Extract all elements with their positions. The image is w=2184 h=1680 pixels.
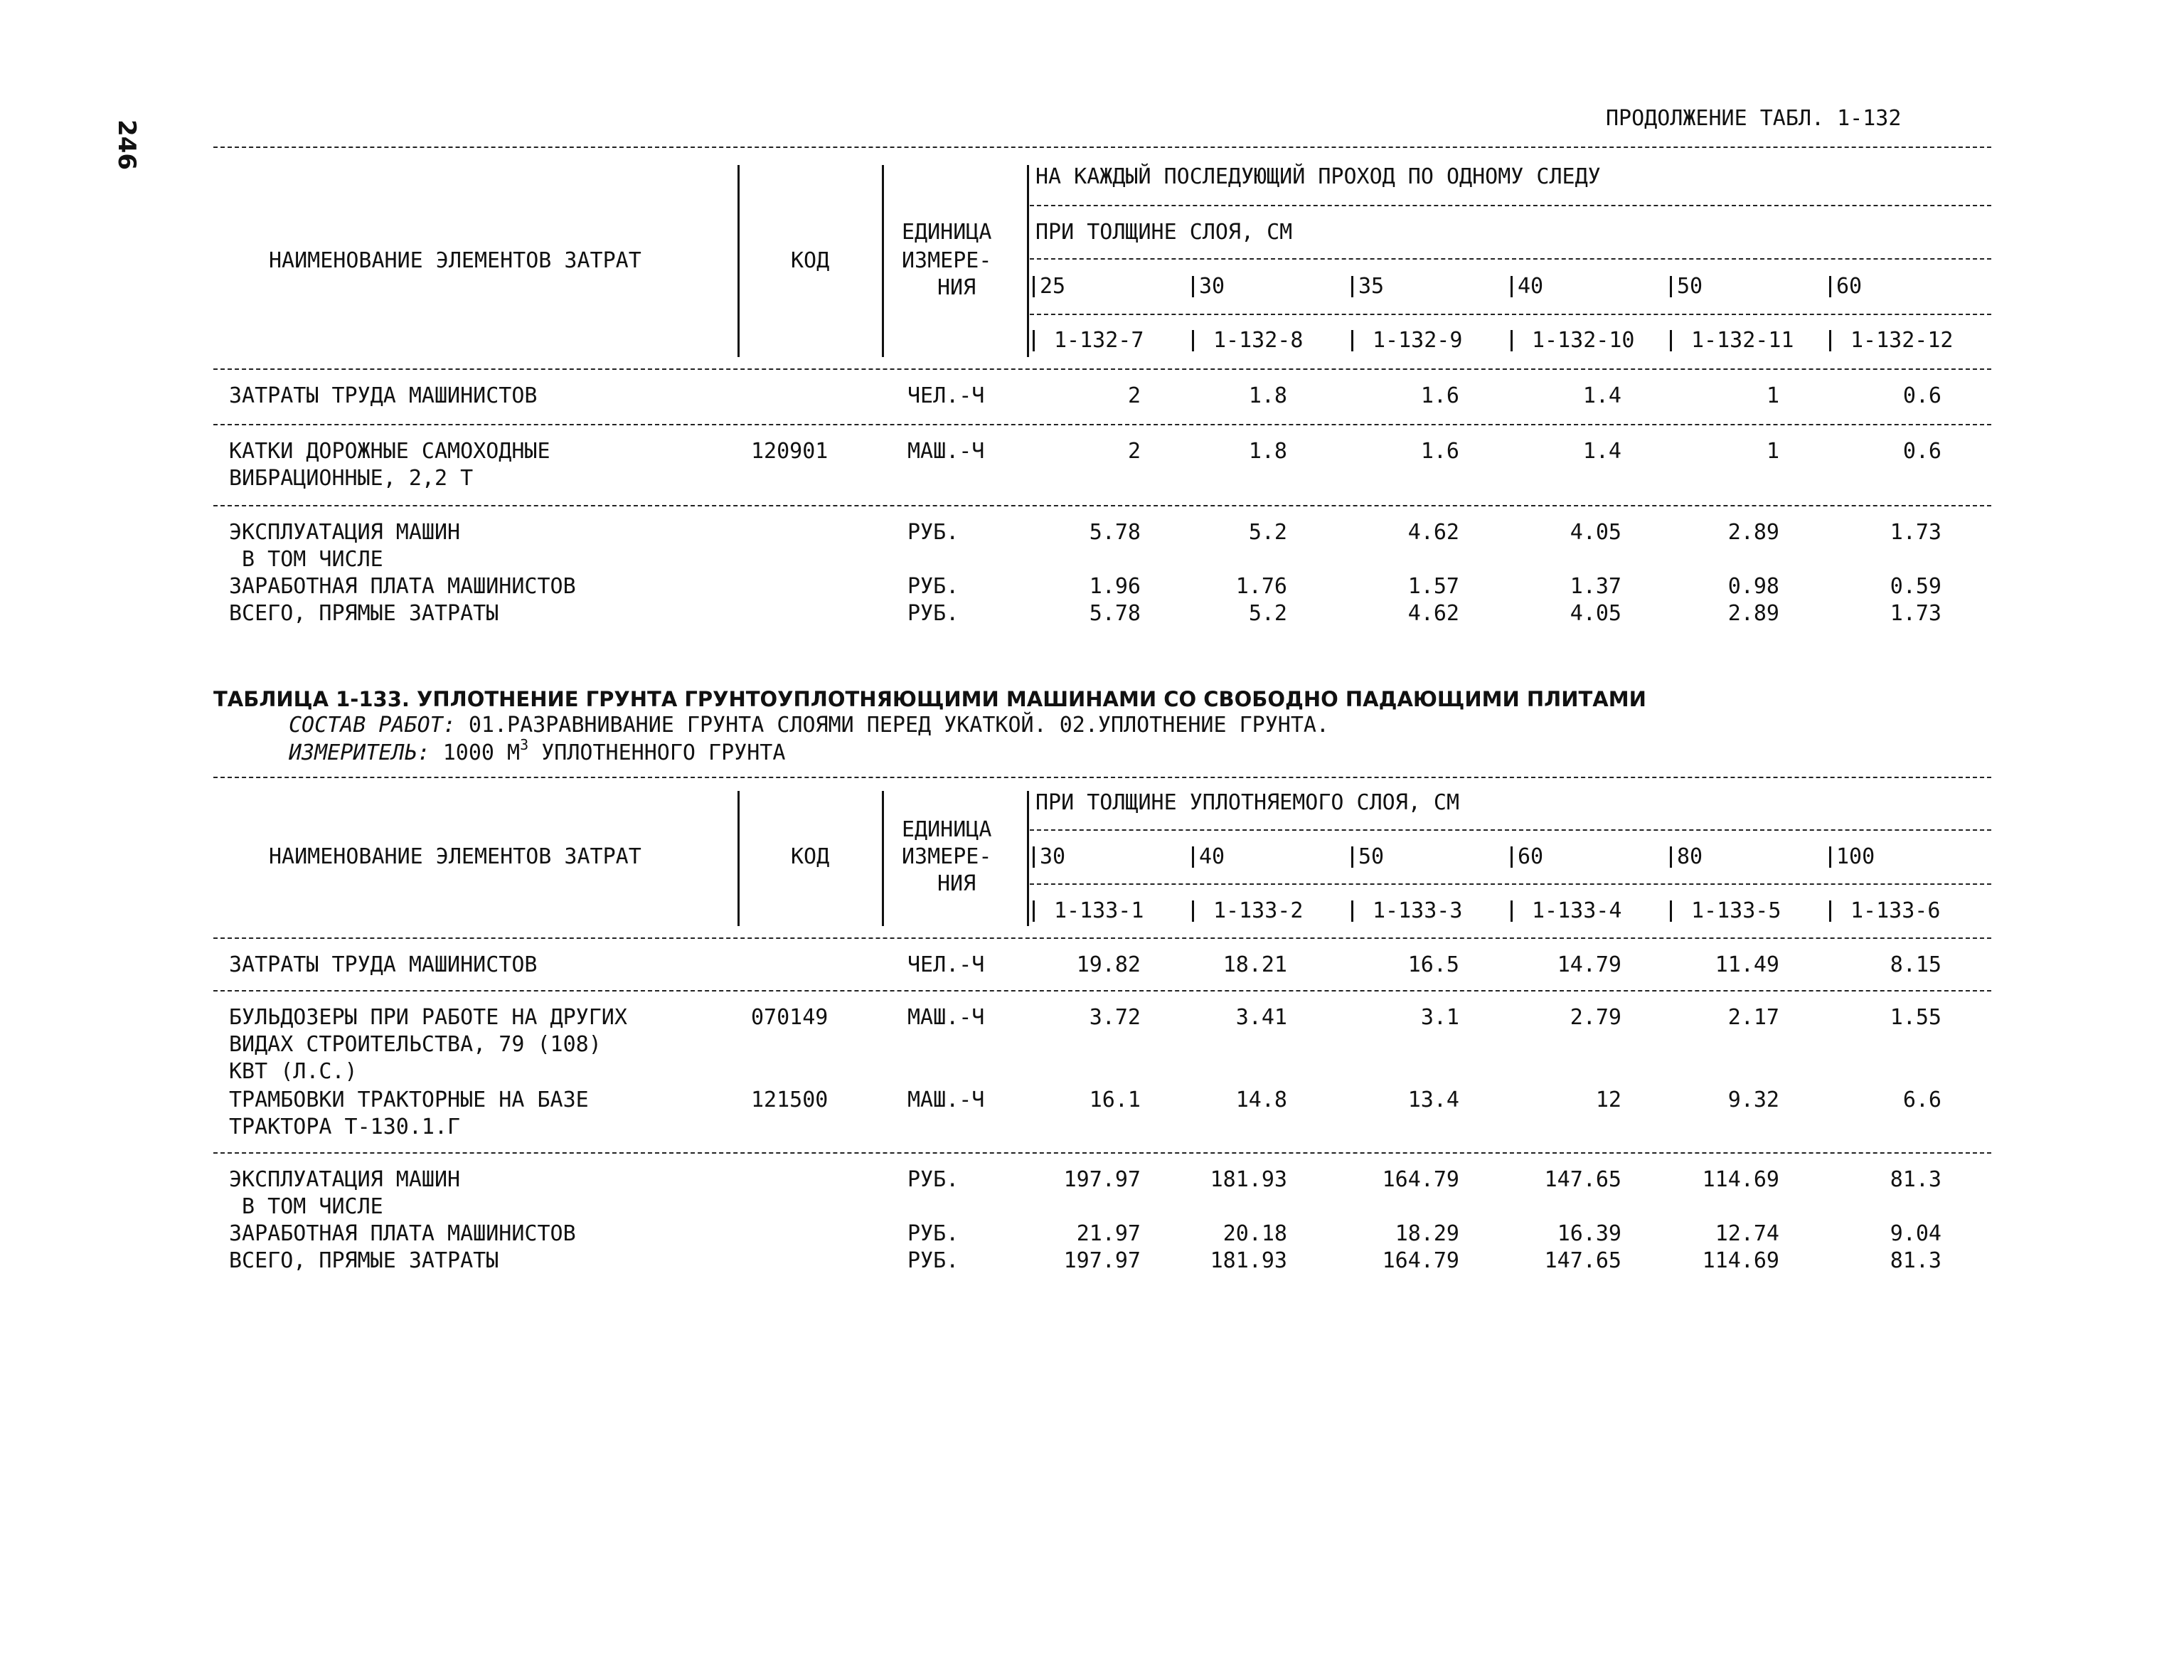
rule bbox=[213, 147, 1991, 148]
value-cell: 114.69 bbox=[1702, 1167, 1779, 1192]
value-cell: 81.3 bbox=[1890, 1248, 1941, 1273]
thickness-title: ПРИ ТОЛЩИНЕ УПЛОТНЯЕМОГО СЛОЯ, СМ bbox=[1035, 790, 1460, 815]
column-divider bbox=[1033, 330, 1035, 351]
column-divider bbox=[1670, 276, 1672, 297]
header-unit-1: ЕДИНИЦА bbox=[902, 817, 992, 842]
row-unit: РУБ. bbox=[907, 601, 959, 626]
value-cell: 4.62 bbox=[1407, 601, 1459, 626]
value-cell: 6.6 bbox=[1902, 1088, 1941, 1112]
measure-label: ИЗМЕРИТЕЛЬ: bbox=[289, 740, 430, 765]
header-name: НАИМЕНОВАНИЕ ЭЛЕМЕНТОВ ЗАТРАТ bbox=[269, 248, 641, 273]
value-cell: 2.79 bbox=[1570, 1005, 1621, 1030]
value-cell: 2.89 bbox=[1727, 601, 1779, 626]
rate-code-cell: 1-133-2 bbox=[1213, 898, 1304, 923]
rate-code-cell: 1-133-6 bbox=[1850, 898, 1941, 923]
value-cell: 16.1 bbox=[1089, 1088, 1141, 1112]
value-cell: 8.15 bbox=[1890, 952, 1941, 977]
column-divider bbox=[1033, 900, 1035, 922]
value-cell: 147.65 bbox=[1544, 1248, 1621, 1273]
row-resource-code: 120901 bbox=[751, 439, 829, 464]
header-unit-3: НИЯ bbox=[937, 275, 976, 300]
value-cell: 2.89 bbox=[1727, 520, 1779, 545]
value-cell: 0.98 bbox=[1727, 574, 1779, 599]
row-name: БУЛЬДОЗЕРЫ ПРИ РАБОТЕ НА ДРУГИХ bbox=[229, 1005, 627, 1030]
rate-code-cell: 1-132-11 bbox=[1691, 328, 1794, 353]
value-cell: 5.2 bbox=[1248, 520, 1287, 545]
column-divider bbox=[1351, 900, 1353, 922]
thickness-cell: 80 bbox=[1677, 844, 1703, 869]
value-cell: 1.4 bbox=[1582, 439, 1621, 464]
column-divider bbox=[1670, 330, 1672, 351]
header-code: КОД bbox=[791, 844, 830, 869]
value-cell: 1.73 bbox=[1890, 601, 1941, 626]
page-number: 246 bbox=[112, 119, 141, 170]
header-unit-2: ИЗМЕРЕ- bbox=[902, 248, 992, 273]
column-divider bbox=[737, 165, 740, 357]
header-name: НАИМЕНОВАНИЕ ЭЛЕМЕНТОВ ЗАТРАТ bbox=[269, 844, 641, 869]
value-cell: 16.39 bbox=[1557, 1221, 1621, 1246]
rule bbox=[213, 777, 1991, 778]
value-cell: 1 bbox=[1766, 439, 1779, 464]
rate-code-cell: 1-132-8 bbox=[1213, 328, 1304, 353]
row-name: КАТКИ ДОРОЖНЫЕ САМОХОДНЫЕ bbox=[229, 439, 550, 464]
thickness-cell: 40 bbox=[1199, 844, 1225, 869]
value-cell: 1.8 bbox=[1248, 383, 1287, 408]
value-cell: 1.55 bbox=[1890, 1005, 1941, 1030]
thickness-cell: 60 bbox=[1836, 274, 1863, 299]
header-unit-1: ЕДИНИЦА bbox=[902, 220, 992, 245]
column-divider bbox=[1511, 846, 1513, 868]
row-name: В ТОМ ЧИСЛЕ bbox=[229, 547, 383, 572]
value-cell: 1.96 bbox=[1089, 574, 1141, 599]
value-cell: 114.69 bbox=[1702, 1248, 1779, 1273]
column-divider bbox=[1027, 165, 1029, 357]
row-name: ЗАТРАТЫ ТРУДА МАШИНИСТОВ bbox=[229, 383, 538, 408]
value-cell: 1.6 bbox=[1420, 439, 1459, 464]
value-cell: 5.2 bbox=[1248, 601, 1287, 626]
rate-code-cell: 1-133-4 bbox=[1532, 898, 1622, 923]
value-cell: 1.76 bbox=[1235, 574, 1287, 599]
value-cell: 3.72 bbox=[1089, 1005, 1141, 1030]
row-name: ЭКСПЛУАТАЦИЯ МАШИН bbox=[229, 1167, 461, 1192]
rate-code-cell: 1-132-10 bbox=[1532, 328, 1635, 353]
measure-sup: 3 bbox=[520, 736, 529, 753]
value-cell: 5.78 bbox=[1089, 601, 1141, 626]
value-cell: 12.74 bbox=[1715, 1221, 1779, 1246]
row-name: ВИБРАЦИОННЫЕ, 2,2 Т bbox=[229, 466, 474, 491]
work-text: 01.РАЗРАВНИВАНИЕ ГРУНТА СЛОЯМИ ПЕРЕД УКАТКОЙ. 02.УПЛОТНЕНИЕ ГРУНТА. bbox=[468, 713, 1329, 738]
value-cell: 1.57 bbox=[1407, 574, 1459, 599]
rule bbox=[1030, 883, 1991, 885]
thickness-cell: 30 bbox=[1040, 844, 1066, 869]
row-unit: МАШ.-Ч bbox=[907, 1088, 985, 1112]
column-divider bbox=[1829, 276, 1831, 297]
thickness-cell: 35 bbox=[1358, 274, 1385, 299]
measure bbox=[289, 736, 786, 765]
row-unit: МАШ.-Ч bbox=[907, 439, 985, 464]
value-cell: 164.79 bbox=[1382, 1167, 1459, 1192]
value-cell: 3.1 bbox=[1420, 1005, 1459, 1030]
column-divider bbox=[1511, 900, 1513, 922]
rule bbox=[1030, 205, 1991, 206]
value-cell: 2 bbox=[1127, 439, 1141, 464]
rule bbox=[213, 937, 1991, 939]
value-cell: 14.79 bbox=[1557, 952, 1621, 977]
row-name: ВСЕГО, ПРЯМЫЕ ЗАТРАТЫ bbox=[229, 1248, 499, 1273]
rate-code-cell: 1-132-7 bbox=[1054, 328, 1144, 353]
value-cell: 18.29 bbox=[1395, 1221, 1459, 1246]
row-name: ЗАРАБОТНАЯ ПЛАТА МАШИНИСТОВ bbox=[229, 1221, 576, 1246]
row-name: ТРАКТОРА Т-130.1.Г bbox=[229, 1115, 461, 1139]
value-cell: 2.17 bbox=[1727, 1005, 1779, 1030]
work-label: СОСТАВ РАБОТ: bbox=[289, 713, 456, 738]
value-cell: 18.21 bbox=[1222, 952, 1287, 977]
rate-code-cell: 1-132-9 bbox=[1373, 328, 1463, 353]
value-cell: 181.93 bbox=[1210, 1167, 1287, 1192]
row-unit: РУБ. bbox=[907, 574, 959, 599]
value-cell: 9.32 bbox=[1727, 1088, 1779, 1112]
value-cell: 1.73 bbox=[1890, 520, 1941, 545]
column-divider bbox=[1192, 330, 1194, 351]
value-cell: 0.59 bbox=[1890, 574, 1941, 599]
value-cell: 197.97 bbox=[1063, 1167, 1141, 1192]
row-name: ВИДАХ СТРОИТЕЛЬСТВА, 79 (108) bbox=[229, 1032, 602, 1057]
thickness-cell: 25 bbox=[1040, 274, 1066, 299]
value-cell: 13.4 bbox=[1407, 1088, 1459, 1112]
value-cell: 19.82 bbox=[1076, 952, 1141, 977]
thickness-cell: 30 bbox=[1199, 274, 1225, 299]
column-divider bbox=[1670, 900, 1672, 922]
row-resource-code: 070149 bbox=[751, 1005, 829, 1030]
rule bbox=[213, 424, 1991, 425]
value-cell: 20.18 bbox=[1222, 1221, 1287, 1246]
value-cell: 2 bbox=[1127, 383, 1141, 408]
rule bbox=[1030, 314, 1991, 315]
rule bbox=[213, 368, 1991, 370]
rule bbox=[213, 505, 1991, 506]
row-name: ЭКСПЛУАТАЦИЯ МАШИН bbox=[229, 520, 461, 545]
value-cell: 1.4 bbox=[1582, 383, 1621, 408]
column-divider bbox=[1511, 276, 1513, 297]
value-cell: 147.65 bbox=[1544, 1167, 1621, 1192]
header-code: КОД bbox=[791, 248, 830, 273]
row-unit: РУБ. bbox=[907, 1248, 959, 1273]
value-cell: 1.8 bbox=[1248, 439, 1287, 464]
measure-post: УПЛОТНЕННОГО ГРУНТА bbox=[528, 740, 786, 765]
column-divider bbox=[1351, 276, 1353, 297]
row-unit: ЧЕЛ.-Ч bbox=[907, 952, 985, 977]
value-cell: 81.3 bbox=[1890, 1167, 1941, 1192]
column-divider bbox=[882, 791, 884, 926]
value-cell: 12 bbox=[1595, 1088, 1621, 1112]
value-cell: 1.6 bbox=[1420, 383, 1459, 408]
row-unit: РУБ. bbox=[907, 1167, 959, 1192]
measure-pre: 1000 М bbox=[442, 740, 521, 765]
row-unit: РУБ. bbox=[907, 520, 959, 545]
work-composition bbox=[289, 713, 1329, 738]
value-cell: 21.97 bbox=[1076, 1221, 1141, 1246]
value-cell: 1 bbox=[1766, 383, 1779, 408]
rate-code-cell: 1-132-12 bbox=[1850, 328, 1954, 353]
row-resource-code: 121500 bbox=[751, 1088, 829, 1112]
column-divider bbox=[737, 791, 740, 926]
value-cell: 197.97 bbox=[1063, 1248, 1141, 1273]
value-cell: 3.41 bbox=[1235, 1005, 1287, 1030]
row-name: ЗАРАБОТНАЯ ПЛАТА МАШИНИСТОВ bbox=[229, 574, 576, 599]
rate-code-cell: 1-133-5 bbox=[1691, 898, 1781, 923]
row-name: ЗАТРАТЫ ТРУДА МАШИНИСТОВ bbox=[229, 952, 538, 977]
thickness-cell: 40 bbox=[1518, 274, 1544, 299]
column-divider bbox=[882, 165, 884, 357]
group-title: НА КАЖДЫЙ ПОСЛЕДУЮЩИЙ ПРОХОД ПО ОДНОМУ СЛЕДУ bbox=[1035, 164, 1601, 189]
thickness-title: ПРИ ТОЛЩИНЕ СЛОЯ, СМ bbox=[1035, 220, 1293, 245]
continuation-title: ПРОДОЛЖЕНИЕ ТАБЛ. 1-132 bbox=[1606, 106, 1902, 131]
value-cell: 181.93 bbox=[1210, 1248, 1287, 1273]
value-cell: 0.6 bbox=[1902, 439, 1941, 464]
row-unit: МАШ.-Ч bbox=[907, 1005, 985, 1030]
value-cell: 164.79 bbox=[1382, 1248, 1459, 1273]
column-divider bbox=[1027, 791, 1029, 926]
value-cell: 11.49 bbox=[1715, 952, 1779, 977]
value-cell: 14.8 bbox=[1235, 1088, 1287, 1112]
rule bbox=[213, 990, 1991, 991]
row-name: ТРАМБОВКИ ТРАКТОРНЫЕ НА БАЗЕ bbox=[229, 1088, 589, 1112]
header-unit-2: ИЗМЕРЕ- bbox=[902, 844, 992, 869]
rule bbox=[1030, 258, 1991, 260]
column-divider bbox=[1829, 900, 1831, 922]
header-unit-3: НИЯ bbox=[937, 871, 976, 896]
rule bbox=[213, 1152, 1991, 1154]
column-divider bbox=[1670, 846, 1672, 868]
rate-code-cell: 1-133-1 bbox=[1054, 898, 1144, 923]
column-divider bbox=[1829, 846, 1831, 868]
column-divider bbox=[1192, 276, 1194, 297]
value-cell: 4.62 bbox=[1407, 520, 1459, 545]
row-unit: ЧЕЛ.-Ч bbox=[907, 383, 985, 408]
column-divider bbox=[1033, 276, 1035, 297]
row-unit: РУБ. bbox=[907, 1221, 959, 1246]
row-name: ВСЕГО, ПРЯМЫЕ ЗАТРАТЫ bbox=[229, 601, 499, 626]
column-divider bbox=[1192, 900, 1194, 922]
row-name: КВТ (Л.С.) bbox=[229, 1059, 358, 1084]
value-cell: 5.78 bbox=[1089, 520, 1141, 545]
column-divider bbox=[1511, 330, 1513, 351]
value-cell: 1.37 bbox=[1570, 574, 1621, 599]
value-cell: 4.05 bbox=[1570, 601, 1621, 626]
thickness-cell: 100 bbox=[1836, 844, 1875, 869]
value-cell: 16.5 bbox=[1407, 952, 1459, 977]
column-divider bbox=[1033, 846, 1035, 868]
table-title: ТАБЛИЦА 1-133. УПЛОТНЕНИЕ ГРУНТА ГРУНТОУПЛОТНЯЮЩИМИ МАШИНАМИ СО СВОБОДНО ПАДАЮЩИМИ ПЛИТАМИ bbox=[213, 687, 1646, 711]
rate-code-cell: 1-133-3 bbox=[1373, 898, 1463, 923]
rule bbox=[1030, 829, 1991, 831]
column-divider bbox=[1351, 330, 1353, 351]
value-cell: 9.04 bbox=[1890, 1221, 1941, 1246]
thickness-cell: 60 bbox=[1518, 844, 1544, 869]
value-cell: 4.05 bbox=[1570, 520, 1621, 545]
thickness-cell: 50 bbox=[1677, 274, 1703, 299]
column-divider bbox=[1351, 846, 1353, 868]
value-cell: 0.6 bbox=[1902, 383, 1941, 408]
row-name: В ТОМ ЧИСЛЕ bbox=[229, 1194, 383, 1219]
column-divider bbox=[1829, 330, 1831, 351]
column-divider bbox=[1192, 846, 1194, 868]
thickness-cell: 50 bbox=[1358, 844, 1385, 869]
